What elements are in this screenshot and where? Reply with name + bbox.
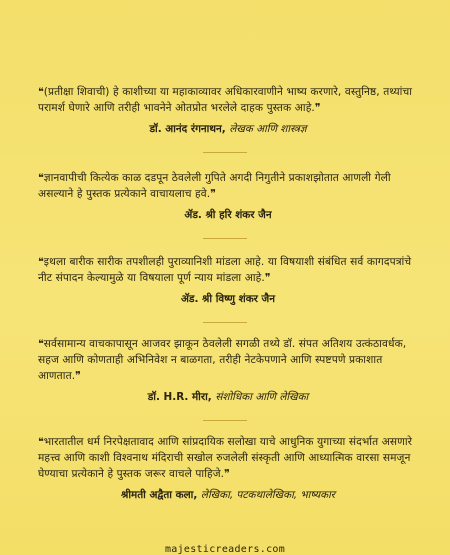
author-name: श्रीमती अद्वैता कला, (120, 489, 198, 501)
blurb-4 (38, 336, 418, 404)
blurb-quote: ❝सर्वसामान्य वाचकापासून आजवर झाकून ठेवलेली सगळी तथ्ये डॉ. संपत अतिशय उत्कंठावर्धक, सहज आणि कोणताही अभिनिवेश न बाळगता, तरीही नेटकेपणाने आणि स्पष्टपणे प्रकाशात आणतात.❞ (38, 338, 407, 382)
blurb-1 (38, 84, 418, 136)
blurb-author (38, 488, 418, 502)
divider (203, 322, 247, 323)
author-name: डॉ. आनंद रंगनाथन, (149, 123, 226, 135)
author-role: संशोधिका आणि लेखिका (215, 391, 309, 403)
divider (203, 152, 247, 153)
blurb-2 (38, 170, 418, 222)
blurb-quote: ❝इथला बारीक सारीक तपशीलही पुराव्यानिशी मांडला आहे. या विषयाशी संबंधित सर्व कागदपत्रांचे नीट संपादन केल्यामुळे या विषयाला पूर्ण न्याय मांडला आहे.❞ (38, 256, 412, 284)
blurb-quote: ❝ज्ञानवापीची कित्येक काळ दडपून ठेवलेली गुपिते अगदी निगुतीने प्रकाशझोतात आणली गेली असल्याने हे पुस्तक प्रत्येकाने वाचायलाच हवे.❞ (38, 172, 391, 200)
blurb-author (38, 292, 418, 306)
author-role: लेखक आणि शास्त्रज्ञ (229, 123, 307, 135)
author-name: ॲड. श्री हरि शंकर जैन (184, 209, 272, 221)
blurb-quote: ❝(प्रतीक्षा शिवाची) हे काशीच्या या महाकाव्यावर अधिकारवाणीने भाष्य करणारे, वस्तुनिष्ठ, तथ्यांचा परामर्श घेणारे आणि तरीही भावनेने ओतप्रोत भरलेले दाहक पुस्तक आहे.❞ (38, 86, 413, 114)
divider (203, 238, 247, 239)
blurb-author (38, 390, 418, 404)
author-name: ॲड. श्री विष्णु शंकर जैन (180, 293, 276, 305)
blurb-author (38, 208, 418, 222)
author-role: लेखिका, पटकथालेखिका, भाष्यकार (200, 489, 336, 501)
blurb-quote: ❝भारतातील धर्म निरपेक्षतावाद आणि सांप्रदायिक सलोखा याचे आधुनिक युगाच्या संदर्भात असणारे महत्त्व आणि काशी विश्वनाथ मंदिराची सखोल रुजलेली संस्कृती आणि आध्यात्मिक वारसा समजून घेण्याचा प्रत्येकाने हे पुस्तक जरूर वाचले पाहिजे.❞ (38, 436, 413, 480)
blurb-5 (38, 434, 418, 502)
website-link[interactable]: majesticreaders.com (164, 544, 286, 555)
blurb-author (38, 122, 418, 136)
divider (203, 420, 247, 421)
author-name: डॉ. H.R. मीरा, (147, 391, 212, 403)
blurb-3 (38, 254, 418, 306)
